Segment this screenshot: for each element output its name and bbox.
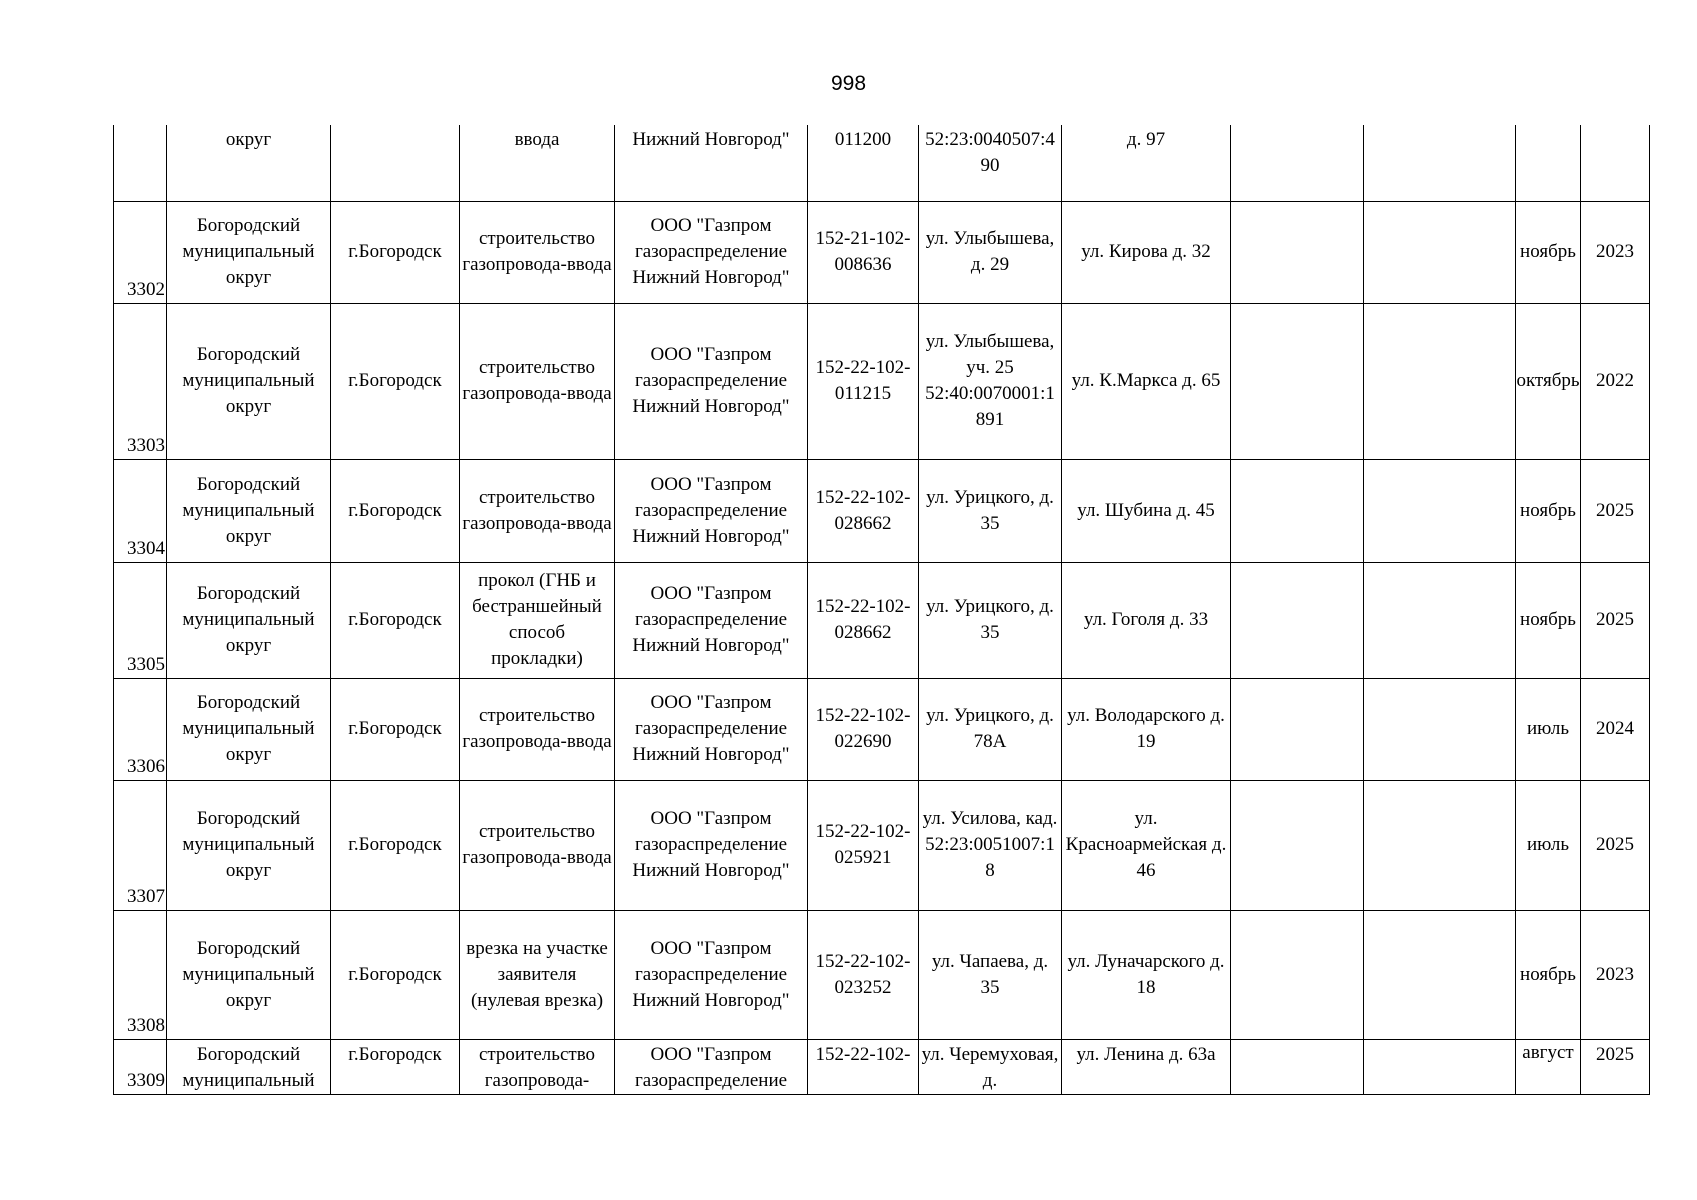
- permit-number-cell: 152-22-102-: [808, 1039, 919, 1094]
- settlement-cell: г.Богородск: [331, 910, 460, 1039]
- empty-cell: [1364, 678, 1516, 780]
- location-cell: ул. Урицкого, д. 35: [919, 459, 1062, 562]
- settlement-cell: г.Богородск: [331, 678, 460, 780]
- empty-cell: [1364, 562, 1516, 678]
- work-type-cell: строительство газопровода-ввода: [460, 678, 615, 780]
- work-type-cell: врезка на участке заявителя (нулевая врезка): [460, 910, 615, 1039]
- district-cell: Богородский муниципальный: [167, 1039, 331, 1094]
- empty-cell: [1231, 125, 1364, 201]
- address-cell: ул. Красноармейская д. 46: [1062, 780, 1231, 910]
- location-cell: ул. Урицкого, д. 78А: [919, 678, 1062, 780]
- empty-cell: [1364, 459, 1516, 562]
- month-cell: ноябрь: [1516, 459, 1581, 562]
- permit-number-cell: 152-22-102-023252: [808, 910, 919, 1039]
- organization-cell: ООО "Газпром газораспределение Нижний Новгород": [615, 910, 808, 1039]
- year-cell: 2023: [1581, 201, 1650, 303]
- address-cell: ул. Луначарского д. 18: [1062, 910, 1231, 1039]
- permit-number-cell: 152-22-102-025921: [808, 780, 919, 910]
- empty-cell: [1231, 910, 1364, 1039]
- empty-cell: [1231, 303, 1364, 459]
- district-cell: Богородский муниципальный округ: [167, 780, 331, 910]
- location-cell: ул. Урицкого, д. 35: [919, 562, 1062, 678]
- address-cell: д. 97: [1062, 125, 1231, 201]
- table-row-continued: [114, 125, 1650, 201]
- address-cell: ул. Кирова д. 32: [1062, 201, 1231, 303]
- row-number: 3307: [114, 780, 167, 910]
- organization-cell: Нижний Новгород": [615, 125, 808, 201]
- location-cell: ул. Усилова, кад. 52:23:0051007:18: [919, 780, 1062, 910]
- address-cell: ул. Гоголя д. 33: [1062, 562, 1231, 678]
- district-cell: Богородский муниципальный округ: [167, 562, 331, 678]
- settlement-cell: г.Богородск: [331, 201, 460, 303]
- table-row: [114, 780, 1650, 910]
- year-cell: 2024: [1581, 678, 1650, 780]
- location-cell: ул. Черемуховая, д.: [919, 1039, 1062, 1094]
- empty-cell: [1231, 780, 1364, 910]
- table-row: [114, 303, 1650, 459]
- address-cell: ул. Ленина д. 63а: [1062, 1039, 1231, 1094]
- district-cell: округ: [167, 125, 331, 201]
- row-number: 3304: [114, 459, 167, 562]
- empty-cell: [1231, 678, 1364, 780]
- settlement-cell: г.Богородск: [331, 780, 460, 910]
- year-cell: 2022: [1581, 303, 1650, 459]
- permit-number-cell: 152-21-102-008636: [808, 201, 919, 303]
- work-type-cell: строительство газопровода-ввода: [460, 459, 615, 562]
- settlement-cell: г.Богородск: [331, 459, 460, 562]
- year-cell: 2025: [1581, 1039, 1650, 1094]
- organization-cell: ООО "Газпром газораспределение Нижний Новгород": [615, 562, 808, 678]
- work-type-cell: прокол (ГНБ и бестраншейный способ прокладки): [460, 562, 615, 678]
- permit-number-cell: 011200: [808, 125, 919, 201]
- table-row: [114, 459, 1650, 562]
- settlement-cell: г.Богородск: [331, 1039, 460, 1094]
- year-cell: 2025: [1581, 562, 1650, 678]
- district-cell: Богородский муниципальный округ: [167, 910, 331, 1039]
- district-cell: Богородский муниципальный округ: [167, 303, 331, 459]
- month-cell: [1516, 125, 1581, 201]
- page-number: 998: [830, 72, 867, 95]
- work-type-cell: строительство газопровода-: [460, 1039, 615, 1094]
- table-row-partial: [114, 1039, 1650, 1094]
- empty-cell: [1364, 1039, 1516, 1094]
- year-cell: [1581, 125, 1650, 201]
- empty-cell: [1364, 910, 1516, 1039]
- month-cell: июль: [1516, 780, 1581, 910]
- year-cell: 2023: [1581, 910, 1650, 1039]
- year-cell: 2025: [1581, 780, 1650, 910]
- location-cell: ул. Улыбышева, д. 29: [919, 201, 1062, 303]
- empty-cell: [1364, 201, 1516, 303]
- district-cell: Богородский муниципальный округ: [167, 201, 331, 303]
- table-row: [114, 910, 1650, 1039]
- permit-number-cell: 152-22-102-022690: [808, 678, 919, 780]
- year-cell: 2025: [1581, 459, 1650, 562]
- empty-cell: [1231, 201, 1364, 303]
- settlement-cell: [331, 125, 460, 201]
- organization-cell: ООО "Газпром газораспределение Нижний Новгород": [615, 303, 808, 459]
- row-number: 3305: [114, 562, 167, 678]
- settlement-cell: г.Богородск: [331, 303, 460, 459]
- work-type-cell: строительство газопровода-ввода: [460, 780, 615, 910]
- district-cell: Богородский муниципальный округ: [167, 459, 331, 562]
- empty-cell: [1231, 562, 1364, 678]
- empty-cell: [1231, 459, 1364, 562]
- address-cell: ул. К.Маркса д. 65: [1062, 303, 1231, 459]
- month-cell: ноябрь: [1516, 910, 1581, 1039]
- organization-cell: ООО "Газпром газораспределение Нижний Новгород": [615, 678, 808, 780]
- table-row: [114, 678, 1650, 780]
- month-cell: октябрь: [1516, 303, 1581, 459]
- row-number: 3302: [114, 201, 167, 303]
- organization-cell: ООО "Газпром газораспределение Нижний Новгород": [615, 201, 808, 303]
- location-cell: ул. Чапаева, д. 35: [919, 910, 1062, 1039]
- empty-cell: [1364, 125, 1516, 201]
- table-row: [114, 201, 1650, 303]
- register-table: [113, 125, 1650, 1095]
- row-number: 3306: [114, 678, 167, 780]
- row-number: 3303: [114, 303, 167, 459]
- month-cell: ноябрь: [1516, 201, 1581, 303]
- work-type-cell: ввода: [460, 125, 615, 201]
- address-cell: ул. Володарского д. 19: [1062, 678, 1231, 780]
- work-type-cell: строительство газопровода-ввода: [460, 201, 615, 303]
- permit-number-cell: 152-22-102-028662: [808, 562, 919, 678]
- district-cell: Богородский муниципальный округ: [167, 678, 331, 780]
- empty-cell: [1364, 780, 1516, 910]
- month-cell: ноябрь: [1516, 562, 1581, 678]
- month-cell: июль: [1516, 678, 1581, 780]
- location-cell: 52:23:0040507:490: [919, 125, 1062, 201]
- organization-cell: ООО "Газпром газораспределение Нижний Новгород": [615, 780, 808, 910]
- row-number: 3309: [114, 1039, 167, 1094]
- table-row: [114, 562, 1650, 678]
- empty-cell: [1231, 1039, 1364, 1094]
- row-number: [114, 125, 167, 201]
- organization-cell: ООО "Газпром газораспределение: [615, 1039, 808, 1094]
- organization-cell: ООО "Газпром газораспределение Нижний Новгород": [615, 459, 808, 562]
- address-cell: ул. Шубина д. 45: [1062, 459, 1231, 562]
- empty-cell: [1364, 303, 1516, 459]
- settlement-cell: г.Богородск: [331, 562, 460, 678]
- location-cell: ул. Улыбышева, уч. 25 52:40:0070001:1891: [919, 303, 1062, 459]
- permit-number-cell: 152-22-102-011215: [808, 303, 919, 459]
- permit-number-cell: 152-22-102-028662: [808, 459, 919, 562]
- work-type-cell: строительство газопровода-ввода: [460, 303, 615, 459]
- row-number: 3308: [114, 910, 167, 1039]
- month-cell: август: [1516, 1039, 1581, 1094]
